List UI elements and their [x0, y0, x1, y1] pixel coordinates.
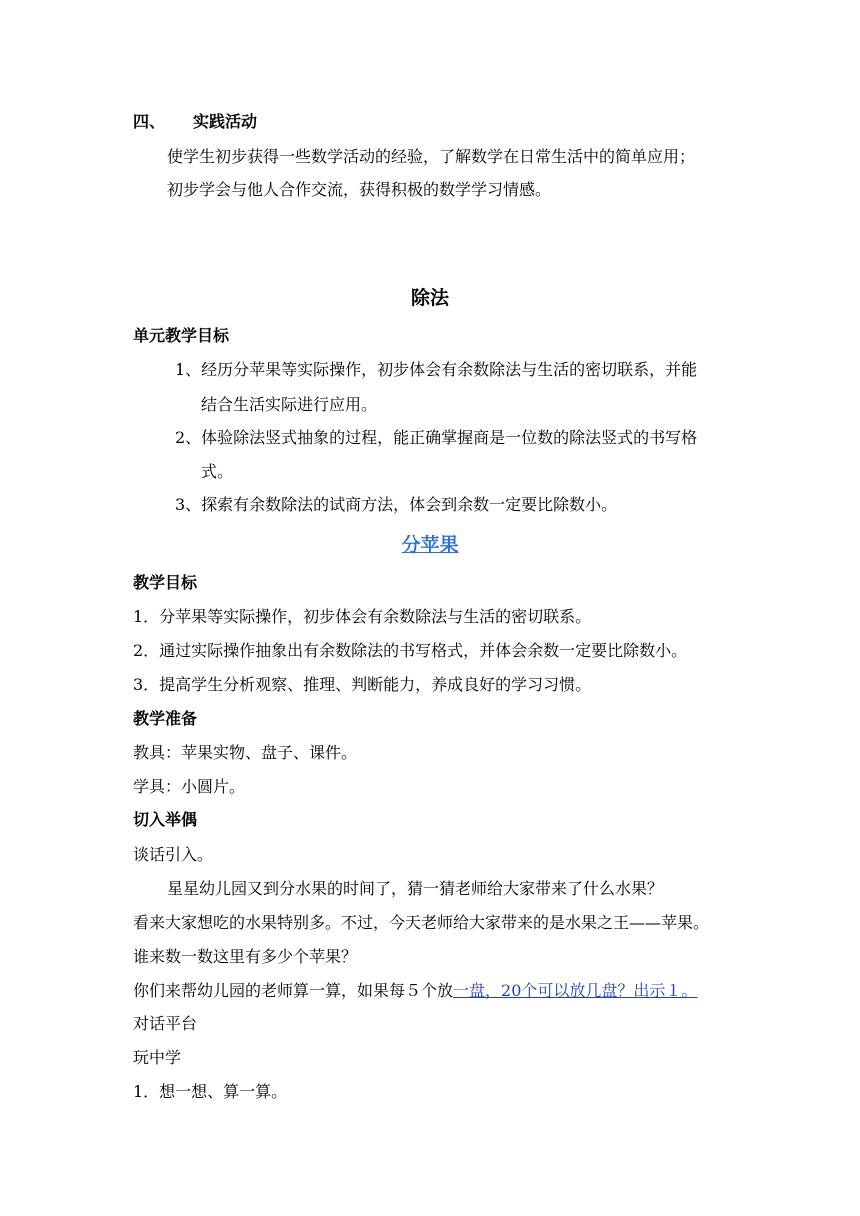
story-text: 你们来帮幼儿园的老师算一算，如果每５个放 [133, 981, 454, 1000]
objective-line: 2、体验除法竖式抽象的过程，能正确掌握商是一位数的除法竖式的书写格 [175, 428, 698, 447]
objective-line: 1、经历分苹果等实际操作，初步体会有余数除法与生活的密切联系，并能 [175, 360, 698, 379]
objective-line: 式。 [201, 462, 234, 481]
goal-line: 2．通过实际操作抽象出有余数除法的书写格式，并体会余数一定要比除数小。 [133, 641, 688, 660]
goals-heading: 教学目标 [133, 573, 198, 592]
dialog-heading: 对话平台 [133, 1014, 198, 1033]
story-line [133, 981, 697, 1001]
play-heading: 玩中学 [133, 1048, 182, 1067]
objective-line: 3、探索有余数除法的试商方法，体会到余数一定要比除数小。 [175, 495, 618, 514]
step-line: 1．想一想、算一算。 [133, 1082, 288, 1101]
goal-line: 3．提高学生分析观察、推理、判断能力，养成良好的学习习惯。 [133, 675, 592, 694]
student-tools: 学具：小圆片。 [133, 777, 246, 796]
story-line: 星星幼儿园又到分水果的时间了，猜一猜老师给大家带来了什么水果？ [167, 879, 664, 898]
unit-title: 除法 [410, 287, 449, 309]
story-line: 谁来数一数这里有多少个苹果？ [133, 947, 358, 966]
prep-heading: 教学准备 [133, 709, 198, 728]
section-heading: 实践活动 [193, 112, 258, 131]
story-line: 看来大家想吃的水果特别多。不过，今天老师给大家带来的是水果之王——苹果。 [133, 913, 710, 932]
teacher-tools: 教具：苹果实物、盘子、课件。 [133, 743, 358, 762]
section-number: 四、 [133, 112, 166, 131]
story-link[interactable]: 一盘，20个可以放几盘？出示１。 [453, 981, 698, 1000]
unit-objectives-heading: 单元教学目标 [133, 326, 230, 345]
intro-heading: 切入举偶 [133, 810, 198, 829]
objective-line: 结合生活实际进行应用。 [201, 395, 378, 414]
goal-line: 1．分苹果等实际操作，初步体会有余数除法与生活的密切联系。 [133, 607, 592, 626]
paragraph-line: 初步学会与他人合作交流，获得积极的数学学习情感。 [167, 180, 552, 199]
paragraph-line: 使学生初步获得一些数学活动的经验，了解数学在日常生活中的简单应用； [167, 147, 696, 166]
lesson-title-link[interactable]: 分苹果 [401, 534, 459, 556]
intro-line: 谈话引入。 [133, 845, 214, 864]
